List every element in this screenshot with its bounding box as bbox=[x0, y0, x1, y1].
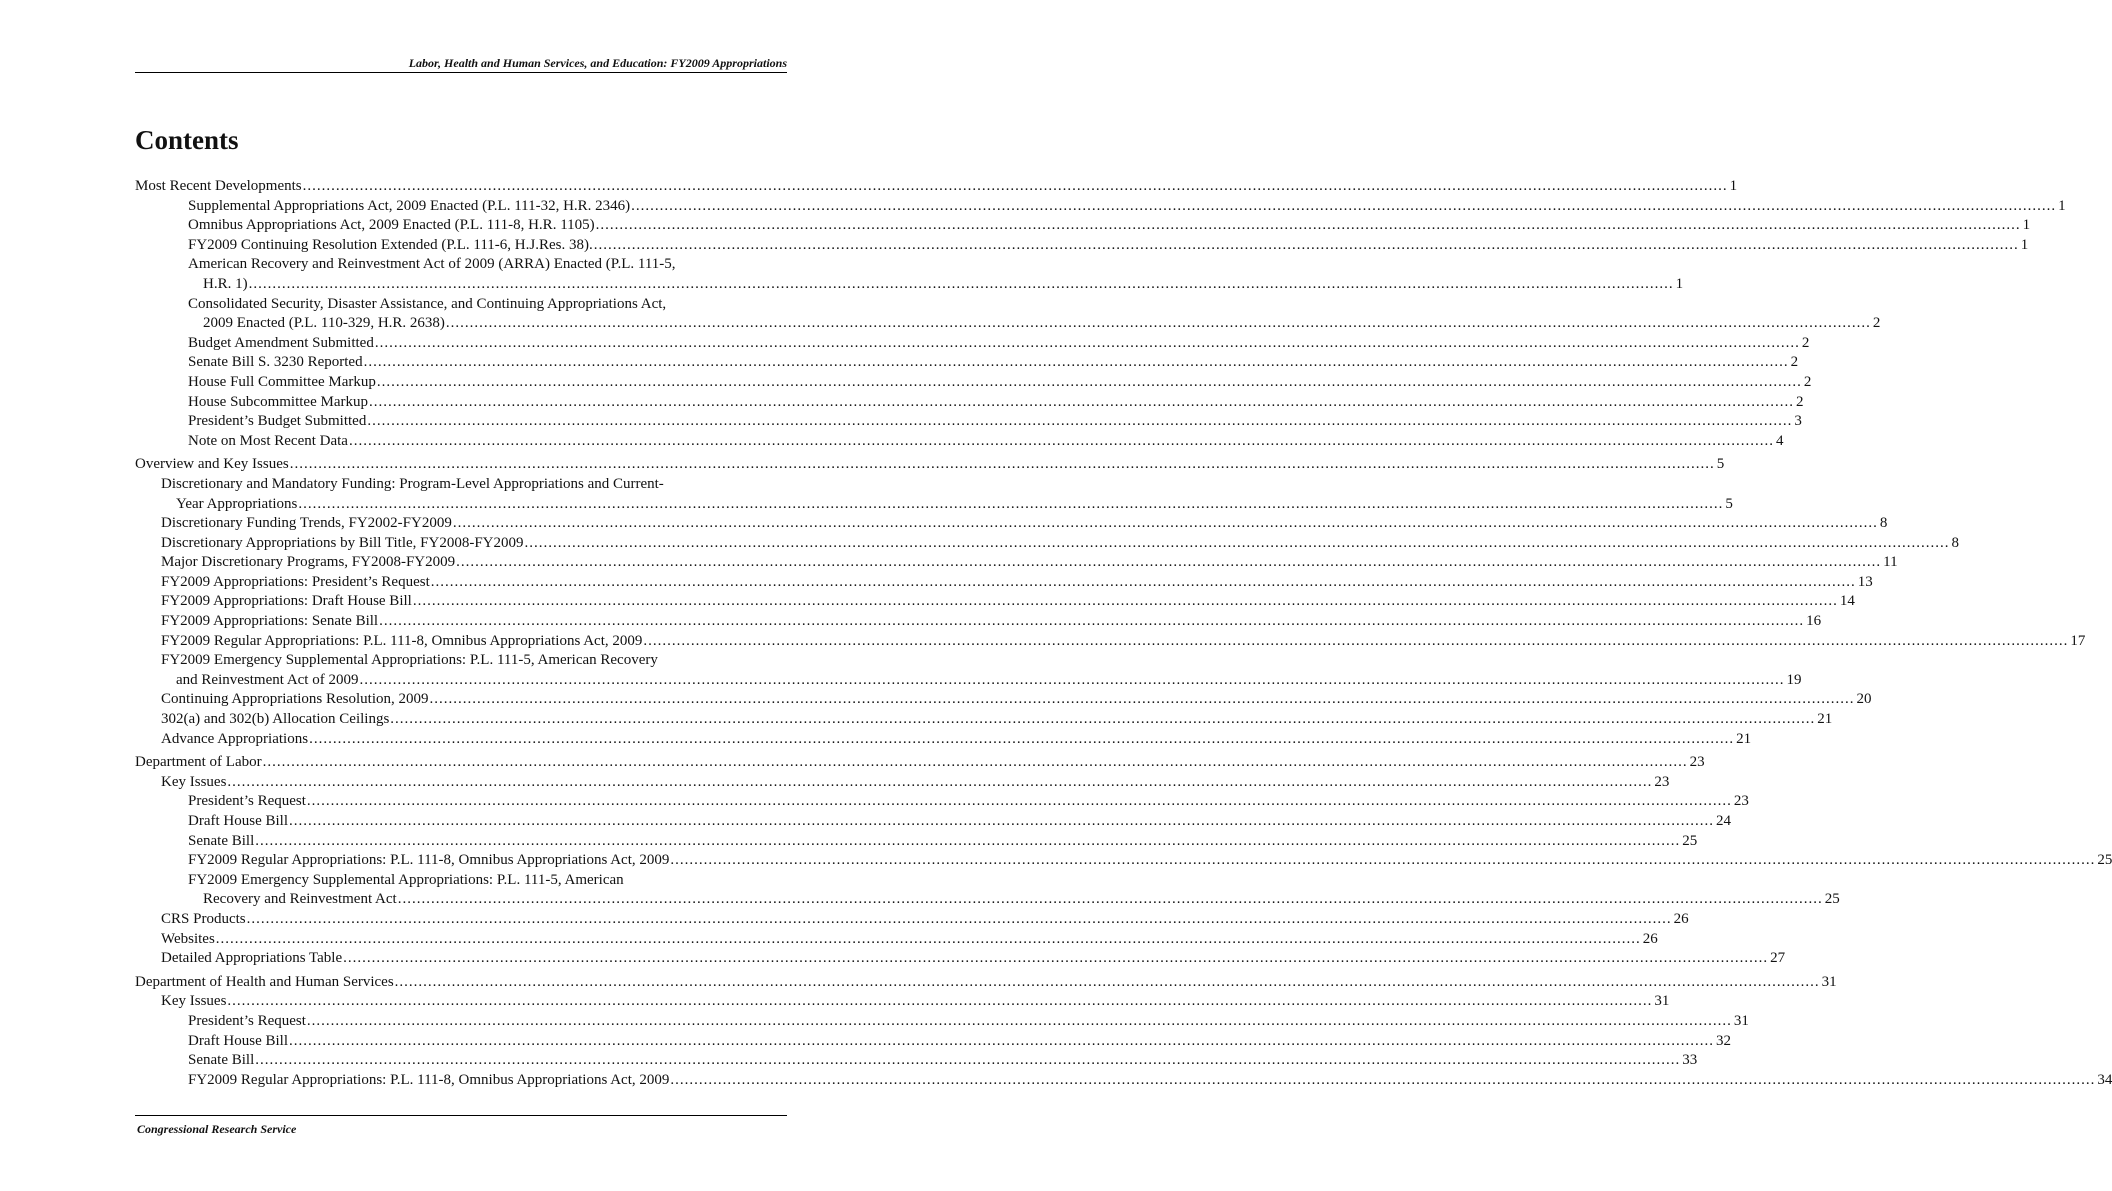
toc-page-number: 19 bbox=[1786, 671, 1802, 688]
toc-entry[interactable] bbox=[135, 753, 1705, 773]
toc-entry-title: Omnibus Appropriations Act, 2009 Enacted (P.L. 111-8, H.R. 1105) bbox=[188, 217, 595, 234]
toc-entry-title: Major Discretionary Programs, FY2008-FY2009 bbox=[161, 554, 456, 571]
toc-entry[interactable] bbox=[135, 851, 2112, 871]
toc-entry[interactable] bbox=[135, 455, 1725, 475]
toc-entry-title: President’s Request bbox=[188, 1012, 306, 1029]
toc-page-number: 31 bbox=[1821, 973, 1837, 990]
toc-page-number: 25 bbox=[1682, 832, 1698, 849]
toc-entry[interactable] bbox=[135, 412, 1802, 432]
dot-leader: ............................................................................................................................................................................................................................................................................................................ bbox=[430, 573, 1856, 590]
toc-entry[interactable] bbox=[135, 632, 2086, 652]
toc-entry[interactable] bbox=[135, 295, 1881, 334]
toc-entry-title: President’s Request bbox=[188, 793, 306, 810]
toc-entry-title: Overview and Key Issues bbox=[135, 456, 289, 473]
toc-page-number: 23 bbox=[1654, 773, 1670, 790]
toc-entry[interactable] bbox=[135, 992, 1670, 1012]
dot-leader: ............................................................................................................................................................................................................................................................................................................ bbox=[456, 554, 1882, 571]
dot-leader: ............................................................................................................................................................................................................................................................................................................ bbox=[670, 1071, 2096, 1088]
toc-entry[interactable] bbox=[135, 1012, 1749, 1032]
dot-leader: ............................................................................................................................................................................................................................................................................................................ bbox=[374, 334, 1800, 351]
toc-entry[interactable] bbox=[135, 773, 1670, 793]
dot-leader: ............................................................................................................................................................................................................................................................................................................ bbox=[412, 593, 1838, 610]
toc-page-number: 3 bbox=[1794, 413, 1802, 430]
toc-page-number: 21 bbox=[1736, 730, 1752, 747]
toc-entry[interactable] bbox=[135, 514, 1888, 534]
toc-entry-title: Discretionary Appropriations by Bill Title, FY2008-FY2009 bbox=[161, 534, 524, 551]
toc-entry-title: FY2009 Emergency Supplemental Appropriations: P.L. 111-5, American Recovery bbox=[161, 652, 658, 669]
toc-entry[interactable] bbox=[135, 573, 1873, 593]
dot-leader: ............................................................................................................................................................................................................................................................................................................ bbox=[376, 373, 1802, 390]
running-footer: Congressional Research Service bbox=[137, 1122, 297, 1136]
toc-entry[interactable] bbox=[135, 949, 1786, 969]
toc-entry[interactable] bbox=[135, 475, 1733, 514]
toc-entry[interactable] bbox=[135, 690, 1872, 710]
dot-leader: ............................................................................................................................................................................................................................................................................................................ bbox=[595, 217, 2021, 234]
dot-leader: ............................................................................................................................................................................................................................................................................................................ bbox=[452, 515, 1878, 532]
dot-leader: ............................................................................................................................................................................................................................................................................................................ bbox=[288, 1032, 1714, 1049]
dot-leader: ............................................................................................................................................................................................................................................................................................................ bbox=[227, 773, 1653, 790]
toc-page-number: 1 bbox=[2020, 236, 2029, 253]
toc-page-number: 26 bbox=[1673, 910, 1689, 927]
toc-entry-title: FY2009 Appropriations: Draft House Bill bbox=[161, 593, 412, 610]
running-header: Labor, Health and Human Services, and Education: FY2009 Appropriations bbox=[408, 56, 787, 70]
toc-page-number: 5 bbox=[1725, 495, 1733, 512]
toc-page-number: 2 bbox=[1790, 354, 1799, 371]
toc-page-number: 27 bbox=[1770, 950, 1786, 967]
dot-leader: ............................................................................................................................................................................................................................................................................................................ bbox=[643, 632, 2069, 649]
toc-entry[interactable] bbox=[135, 973, 1837, 993]
toc-entry-title: Draft House Bill bbox=[188, 1032, 288, 1049]
dot-leader: ............................................................................................................................................................................................................................................................................................................ bbox=[309, 730, 1735, 747]
dot-leader: ............................................................................................................................................................................................................................................................................................................ bbox=[593, 236, 2019, 253]
toc-entry-title: H.R. 1) bbox=[203, 275, 248, 292]
toc-entry-title: CRS Products bbox=[161, 910, 246, 927]
toc-entry-title: Year Appropriations bbox=[176, 495, 298, 512]
dot-leader: ............................................................................................................................................................................................................................................................................................................ bbox=[379, 613, 1805, 630]
dot-leader: ............................................................................................................................................................................................................................................................................................................ bbox=[445, 315, 1871, 332]
toc-entry-title: American Recovery and Reinvestment Act of 2009 (ARRA) Enacted (P.L. 111-5, bbox=[188, 256, 676, 273]
toc-entry[interactable] bbox=[135, 373, 1812, 393]
dot-leader: ............................................................................................................................................................................................................................................................................................................ bbox=[394, 973, 1820, 990]
toc-entry-title: FY2009 Regular Appropriations: P.L. 111-8, Omnibus Appropriations Act, 2009 bbox=[161, 632, 643, 649]
toc-entry-title: Discretionary and Mandatory Funding: Program-Level Appropriations and Current- bbox=[161, 475, 664, 492]
toc-page-number: 14 bbox=[1839, 593, 1855, 610]
toc-page-number: 33 bbox=[1682, 1052, 1698, 1069]
dot-leader: ............................................................................................................................................................................................................................................................................................................ bbox=[246, 910, 1672, 927]
toc-page-number: 4 bbox=[1775, 432, 1784, 449]
toc-page-number: 24 bbox=[1715, 813, 1731, 829]
toc-entry[interactable] bbox=[135, 792, 1749, 812]
dot-leader: ............................................................................................................................................................................................................................................................................................................ bbox=[368, 393, 1794, 410]
toc-page-number: 25 bbox=[2097, 852, 2112, 869]
toc-page-number: 8 bbox=[1951, 534, 1960, 551]
toc-entry-title: Department of Health and Human Services bbox=[135, 973, 394, 990]
toc-page-number: 1 bbox=[2022, 217, 2031, 234]
dot-leader: ............................................................................................................................................................................................................................................................................................................ bbox=[306, 793, 1732, 810]
dot-leader: ............................................................................................................................................................................................................................................................................................................ bbox=[262, 754, 1688, 771]
toc-entry-title: Supplemental Appropriations Act, 2009 Enacted (P.L. 111-32, H.R. 2346) bbox=[188, 197, 631, 214]
toc-entry[interactable] bbox=[135, 236, 2029, 256]
toc-page-number: 23 bbox=[1689, 754, 1705, 771]
toc-entry[interactable] bbox=[135, 1032, 1731, 1052]
toc-entry-title: Budget Amendment Submitted bbox=[188, 334, 374, 351]
toc-page-number: 16 bbox=[1806, 613, 1822, 630]
toc-page-number: 1 bbox=[2058, 197, 2066, 214]
toc-entry-title: FY2009 Regular Appropriations: P.L. 111-8, Omnibus Appropriations Act, 2009 bbox=[188, 852, 670, 869]
dot-leader: ............................................................................................................................................................................................................................................................................................................ bbox=[429, 691, 1855, 708]
toc-entry[interactable] bbox=[135, 255, 1684, 294]
dot-leader: ............................................................................................................................................................................................................................................................................................................ bbox=[670, 852, 2096, 869]
toc-entry[interactable] bbox=[135, 1071, 2112, 1091]
toc-entry[interactable] bbox=[135, 432, 1784, 452]
toc-entry[interactable] bbox=[135, 710, 1833, 730]
table-of-contents bbox=[135, 177, 2112, 1090]
toc-entry-title: 2009 Enacted (P.L. 110-329, H.R. 2638) bbox=[203, 315, 445, 332]
toc-page-number: 32 bbox=[1715, 1032, 1731, 1049]
toc-page-number: 1 bbox=[1729, 178, 1738, 194]
toc-entry-title: Key Issues bbox=[161, 993, 227, 1010]
toc-page-number: 25 bbox=[1824, 891, 1840, 908]
toc-entry[interactable] bbox=[135, 592, 1855, 612]
toc-entry-title: Advance Appropriations bbox=[161, 730, 309, 747]
toc-page-number: 20 bbox=[1856, 691, 1872, 708]
toc-entry-title: Websites bbox=[161, 930, 215, 947]
dot-leader: ............................................................................................................................................................................................................................................................................................................ bbox=[367, 413, 1793, 430]
toc-page-number: 13 bbox=[1857, 573, 1873, 590]
dot-leader: ............................................................................................................................................................................................................................................................................................................ bbox=[306, 1012, 1732, 1029]
toc-page-number: 2 bbox=[1872, 315, 1881, 332]
toc-entry-title: House Subcommittee Markup bbox=[188, 393, 368, 410]
dot-leader: ............................................................................................................................................................................................................................................................................................................ bbox=[397, 891, 1823, 908]
toc-entry-title: House Full Committee Markup bbox=[188, 373, 376, 390]
toc-entry-title: 302(a) and 302(b) Allocation Ceilings bbox=[161, 711, 390, 728]
toc-entry-title: Draft House Bill bbox=[188, 813, 288, 829]
toc-page-number: 31 bbox=[1654, 993, 1670, 1010]
header-rule bbox=[135, 72, 787, 73]
dot-leader: ............................................................................................................................................................................................................................................................................................................ bbox=[348, 432, 1774, 449]
toc-entry[interactable] bbox=[135, 534, 1960, 554]
toc-entry[interactable] bbox=[135, 910, 1689, 930]
toc-entry[interactable] bbox=[135, 393, 1804, 413]
dot-leader: ............................................................................................................................................................................................................................................................................................................ bbox=[288, 813, 1714, 829]
toc-entry-title: Department of Labor bbox=[135, 754, 262, 771]
dot-leader: ............................................................................................................................................................................................................................................................................................................ bbox=[255, 832, 1681, 849]
toc-entry[interactable] bbox=[135, 832, 1698, 852]
dot-leader: ............................................................................................................................................................................................................................................................................................................ bbox=[631, 197, 2057, 214]
toc-page-number: 21 bbox=[1817, 711, 1833, 728]
toc-entry-title: FY2009 Appropriations: Senate Bill bbox=[161, 613, 379, 630]
toc-entry-title: FY2009 Emergency Supplemental Appropriations: P.L. 111-5, American bbox=[188, 871, 624, 888]
toc-page-number: 2 bbox=[1795, 393, 1804, 410]
toc-page-number: 5 bbox=[1716, 456, 1725, 473]
toc-entry-title: Continuing Appropriations Resolution, 2009 bbox=[161, 691, 429, 708]
dot-leader: ............................................................................................................................................................................................................................................................................................................ bbox=[363, 354, 1789, 371]
toc-entry-title: Consolidated Security, Disaster Assistance, and Continuing Appropriations Act, bbox=[188, 295, 667, 312]
dot-leader: ............................................................................................................................................................................................................................................................................................................ bbox=[343, 950, 1769, 967]
dot-leader: ............................................................................................................................................................................................................................................................................................................ bbox=[302, 178, 1728, 194]
toc-entry-title: and Reinvestment Act of 2009 bbox=[176, 671, 359, 688]
toc-entry[interactable] bbox=[135, 216, 2031, 236]
page-title: Contents bbox=[135, 125, 239, 155]
dot-leader: ............................................................................................................................................................................................................................................................................................................ bbox=[359, 671, 1785, 688]
toc-entry[interactable] bbox=[135, 812, 1731, 832]
toc-entry-title: Most Recent Developments bbox=[135, 178, 302, 194]
toc-entry-title: Senate Bill S. 3230 Reported bbox=[188, 354, 363, 371]
toc-entry[interactable] bbox=[135, 553, 1898, 573]
toc-entry-title: Note on Most Recent Data bbox=[188, 432, 348, 449]
toc-entry[interactable] bbox=[135, 177, 1738, 197]
toc-entry[interactable] bbox=[135, 197, 2066, 217]
dot-leader: ............................................................................................................................................................................................................................................................................................................ bbox=[248, 275, 1674, 292]
toc-page-number: 1 bbox=[1675, 275, 1684, 292]
toc-entry[interactable] bbox=[135, 930, 1658, 950]
dot-leader: ............................................................................................................................................................................................................................................................................................................ bbox=[227, 993, 1653, 1010]
toc-entry-title: Recovery and Reinvestment Act bbox=[203, 891, 397, 908]
toc-entry[interactable] bbox=[135, 651, 1802, 690]
toc-page-number: 11 bbox=[1883, 554, 1898, 571]
toc-page-number: 23 bbox=[1733, 793, 1749, 810]
toc-entry-title: Discretionary Funding Trends, FY2002-FY2009 bbox=[161, 515, 452, 532]
dot-leader: ............................................................................................................................................................................................................................................................................................................ bbox=[390, 711, 1816, 728]
toc-entry-title: Detailed Appropriations Table bbox=[161, 950, 343, 967]
toc-entry-title: FY2009 Continuing Resolution Extended (P.L. 111-6, H.J.Res. 38). bbox=[188, 236, 593, 253]
toc-page-number: 34 bbox=[2097, 1071, 2112, 1088]
toc-entry-title: FY2009 Regular Appropriations: P.L. 111-8, Omnibus Appropriations Act, 2009 bbox=[188, 1071, 670, 1088]
toc-entry[interactable] bbox=[135, 730, 1752, 750]
toc-page-number: 31 bbox=[1733, 1012, 1749, 1029]
toc-entry-title: Senate Bill bbox=[188, 1052, 255, 1069]
toc-entry[interactable] bbox=[135, 871, 1840, 910]
toc-page-number: 2 bbox=[1803, 373, 1812, 390]
dot-leader: ............................................................................................................................................................................................................................................................................................................ bbox=[255, 1052, 1681, 1069]
toc-entry[interactable] bbox=[135, 1051, 1698, 1071]
toc-entry[interactable] bbox=[135, 612, 1822, 632]
toc-page-number: 8 bbox=[1879, 515, 1888, 532]
toc-entry-title: President’s Budget Submitted bbox=[188, 413, 367, 430]
toc-page-number: 17 bbox=[2070, 632, 2086, 649]
toc-entry[interactable] bbox=[135, 353, 1799, 373]
dot-leader: ............................................................................................................................................................................................................................................................................................................ bbox=[215, 930, 1641, 947]
dot-leader: ............................................................................................................................................................................................................................................................................................................ bbox=[289, 456, 1715, 473]
dot-leader: ............................................................................................................................................................................................................................................................................................................ bbox=[298, 495, 1724, 512]
footer-rule bbox=[135, 1115, 787, 1116]
toc-page-number: 2 bbox=[1801, 334, 1810, 351]
toc-page-number: 26 bbox=[1642, 930, 1658, 947]
toc-entry-title: FY2009 Appropriations: President’s Request bbox=[161, 573, 430, 590]
toc-entry-title: Key Issues bbox=[161, 773, 227, 790]
toc-entry-title: Senate Bill bbox=[188, 832, 255, 849]
dot-leader: ............................................................................................................................................................................................................................................................................................................ bbox=[524, 534, 1950, 551]
toc-entry[interactable] bbox=[135, 334, 1810, 354]
